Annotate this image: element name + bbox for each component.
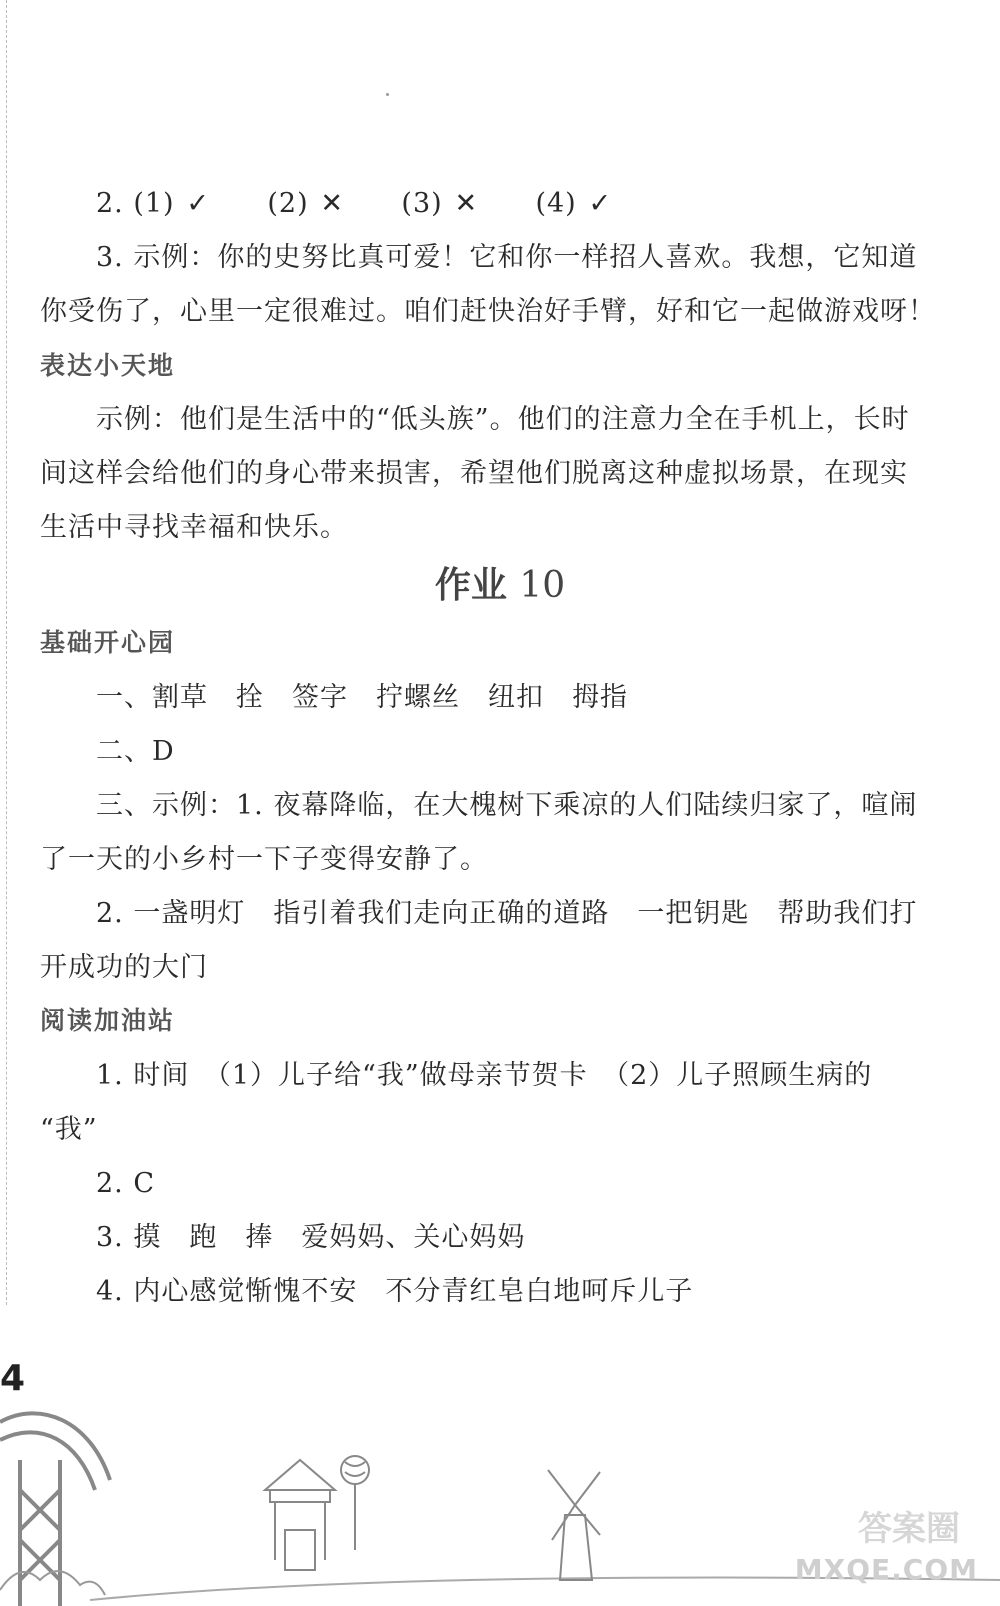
- cross-mark-icon: ✕: [454, 188, 479, 219]
- title-number: 10: [519, 565, 566, 606]
- paragraph-line: 间这样会给他们的身心带来损害，希望他们脱离这种虚拟场景，在现实: [40, 458, 908, 489]
- speck: [386, 93, 389, 96]
- paragraph-line: 2. C: [96, 1168, 156, 1199]
- roller-coaster-icon: [0, 1413, 110, 1606]
- section-heading: 表达小天地: [40, 351, 176, 380]
- carousel-icon: [265, 1460, 335, 1570]
- paragraph-line: 一、割草 拴 签字 拧螺丝 纽扣 拇指: [96, 682, 628, 713]
- section-heading: 基础开心园: [40, 628, 176, 657]
- title-text: 作业: [434, 565, 507, 606]
- paragraph-line: 4. 内心感觉惭愧不安 不分青红皂白地呵斥儿子: [96, 1276, 694, 1307]
- page-title: [0, 564, 1000, 608]
- cross-mark-icon: ✕: [320, 188, 345, 219]
- check-mark-icon: ✓: [588, 188, 613, 219]
- item-1-label: 2. (1): [96, 188, 175, 219]
- margin-rule: [6, 0, 7, 1305]
- check-mark-icon: ✓: [186, 188, 210, 219]
- paragraph-line: 三、示例：1. 夜幕降临，在大槐树下乘凉的人们陆续归家了，喧闹: [96, 790, 918, 821]
- paragraph-line: 示例：他们是生活中的“低头族”。他们的注意力全在手机上，长时: [96, 404, 910, 435]
- answer-line-2: [96, 186, 940, 222]
- windmill-icon: [548, 1470, 600, 1580]
- item-3-label: (3): [401, 188, 443, 219]
- paragraph-line: 你受伤了，心里一定很难过。咱们赶快治好手臂，好和它一起做游戏呀！: [40, 296, 936, 327]
- paragraph-line: 2. 一盏明灯 指引着我们走向正确的道路 一把钥匙 帮助我们打: [96, 898, 918, 929]
- item-2-label: (2): [267, 188, 309, 219]
- paragraph-line: “我”: [40, 1114, 98, 1145]
- paragraph-line: 了一天的小乡村一下子变得安静了。: [40, 844, 488, 875]
- section-heading: 阅读加油站: [40, 1006, 176, 1035]
- watermark-logo: 答案圈: [858, 1509, 960, 1549]
- lollipop-icon: [341, 1456, 369, 1550]
- paragraph-line: 3. 摸 跑 捧 爱妈妈、关心妈妈: [96, 1222, 526, 1253]
- paragraph-line: 二、D: [96, 736, 175, 767]
- watermark-url: MXQE.COM: [794, 1553, 978, 1586]
- paragraph-line: 开成功的大门: [40, 952, 208, 983]
- paragraph-line: 生活中寻找幸福和快乐。: [40, 512, 348, 543]
- paragraph-line: 1. 时间 （1）儿子给“我”做母亲节贺卡 （2）儿子照顾生病的: [96, 1060, 873, 1091]
- item-4-label: (4): [535, 188, 577, 219]
- page-number: 4: [0, 1358, 26, 1399]
- paragraph-line: 3. 示例：你的史努比真可爱！它和你一样招人喜欢。我想，它知道: [96, 242, 918, 273]
